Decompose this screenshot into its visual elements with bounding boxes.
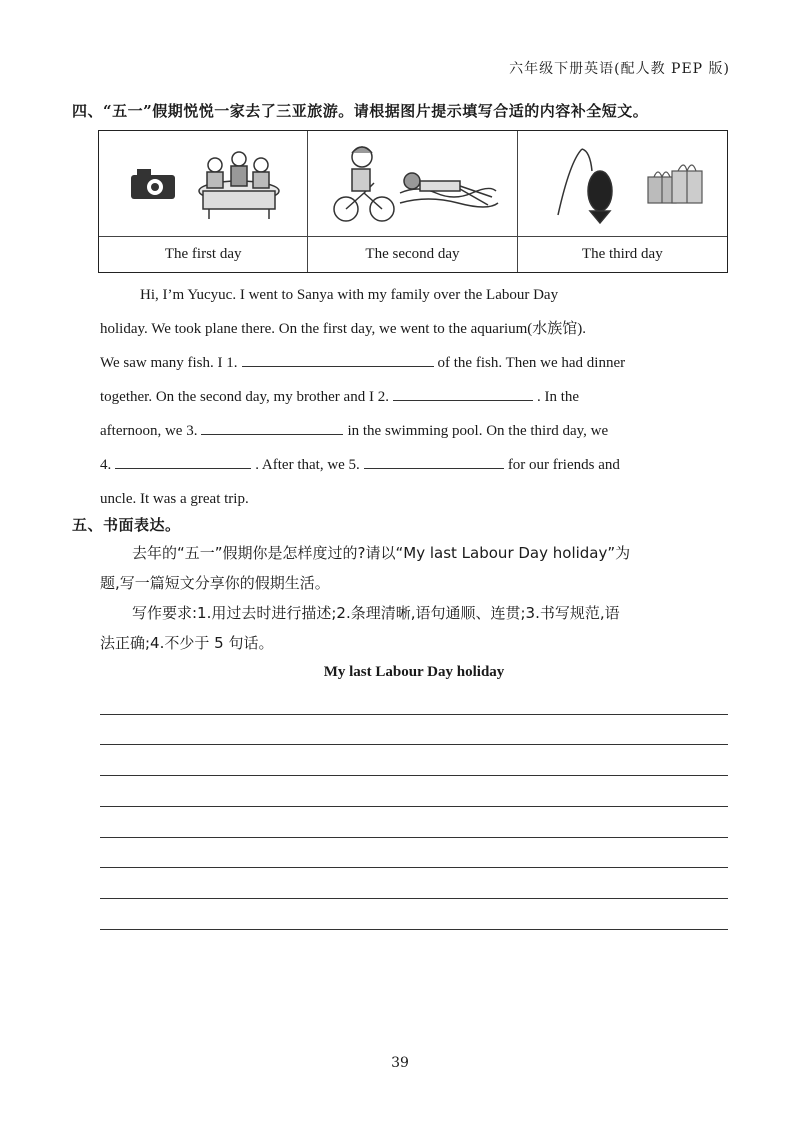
passage-line-5: afternoon, we 3. in the swimming pool. On the third day, we [100,414,728,448]
passage-line-1: Hi, I’m Yucyuc. I went to Sanya with my family over the Labour Day [140,287,559,303]
family-dinner-icon [199,152,279,219]
swimmer-icon [400,173,498,207]
day-1-label: The first day [99,237,308,272]
writing-line[interactable] [100,929,728,930]
passage-line-6: 4. . After that, we 5. for our friends and [100,448,728,482]
passage-line-4: together. On the second day, my brother and I 2. . In the [100,380,728,414]
passage-line-3: We saw many fish. I 1. of the fish. Then we had dinner [100,346,728,380]
passage-line-7: uncle. It was a great trip. [100,491,249,507]
essay-title: My last Labour Day holiday [323,664,505,680]
day-3-picture [518,131,727,237]
blank-2[interactable] [393,384,533,401]
section-4-heading: 四、“五一”假期悦悦一家去了三亚旅游。请根据图片提示填写合适的内容补全短文。 [72,102,649,120]
requirement-line-2: 法正确;4.不少于 5 句话。 [100,634,274,652]
passage-line-2: holiday. We took plane there. On the first day, we went to the aquarium(水族馆). [100,321,587,337]
blank-4[interactable] [115,452,251,469]
section-5-heading: 五、书面表达。 [72,516,181,534]
writing-line[interactable] [100,744,728,745]
writing-line[interactable] [100,775,728,776]
prompt-line-1: 去年的“五一”假期你是怎样度过的?请以“My last Labour Day holiday”为 [132,544,631,562]
writing-line[interactable] [100,714,728,715]
fishing-icon [558,149,612,223]
writing-line[interactable] [100,867,728,868]
book-tag: 六年级下册英语(配人教 PEP 版) [509,61,730,77]
blank-5[interactable] [364,452,504,469]
day-3-label: The third day [581,246,663,262]
gift-boxes-icon [648,165,702,203]
writing-line[interactable] [100,898,728,899]
writing-prompt [100,538,728,658]
requirement-line-1: 写作要求:1.用过去时进行描述;2.条理清晰,语句通顺、连贯;3.书写规范,语 [132,604,620,622]
passage [100,278,728,516]
boy-riding-bike-icon [334,147,394,221]
blank-1[interactable] [242,350,434,367]
prompt-line-2: 题,写一篇短文分享你的假期生活。 [100,574,330,592]
picture-table [98,130,728,273]
writing-line[interactable] [100,806,728,807]
day-1-picture [99,131,308,237]
camera-icon [131,169,175,199]
day-2-label: The second day [308,237,517,272]
blank-3[interactable] [201,418,343,435]
page-number: 39 [391,1055,409,1071]
day-2-picture [308,131,517,237]
writing-line[interactable] [100,837,728,838]
